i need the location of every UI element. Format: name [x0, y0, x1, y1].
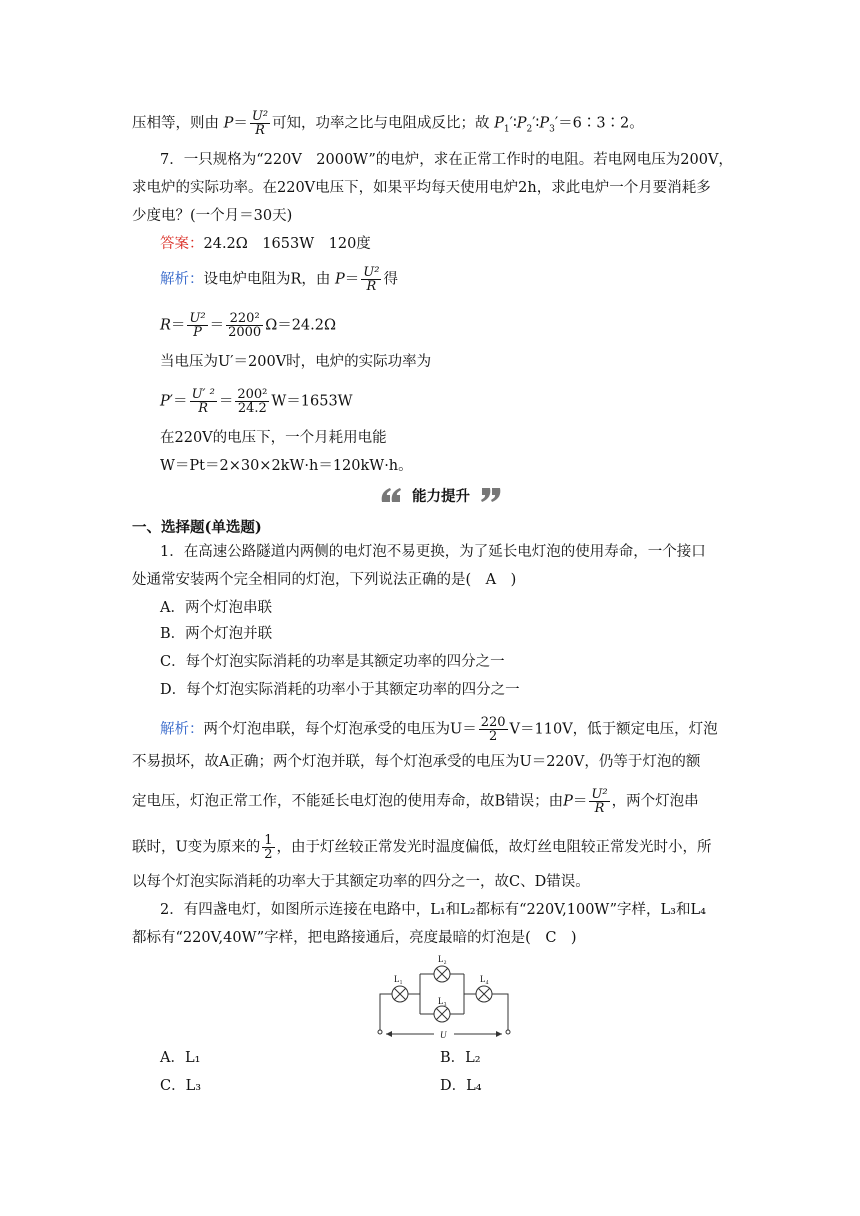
section-banner: [380, 482, 502, 508]
option-a: A．两个灯泡串联: [160, 600, 272, 616]
section-heading: 一、选择题(单选题): [132, 519, 262, 536]
question-7-line-1: 7．一只规格为“220V 2000W”的电炉，求在正常工作时的电阻。若电网电压为200V，: [160, 152, 733, 168]
analysis-line-1: 解析：设电炉电阻为R，由 P＝ $\frac{\text{U²}}{R}$ 得: [160, 265, 398, 294]
arrow-left-icon: [386, 1031, 392, 1037]
question-1-line-1: 1．在高速公路隧道内两侧的电灯泡不易更换，为了延长电灯泡的使用寿命，一个接口: [160, 544, 706, 560]
analysis-1-line-1: 解析：两个灯泡串联，每个灯泡承受的电压为U＝ $\frac{220}{2}$ V＝110V，低于额定电压，灯泡: [160, 715, 718, 744]
power-equation: P′＝ $\frac{\text{U′ ²}}{R}$ ＝ $\frac{\text{200²}}{24.2}$ W＝1653W: [160, 387, 353, 416]
q2-option-a: A．L₁: [160, 1050, 201, 1066]
option-d: D．每个灯泡实际消耗的功率小于其额定功率的四分之一: [160, 682, 520, 698]
question-2-line-1: 2．有四盏电灯，如图所示连接在电路中，L₁和L₂都标有“220V,100W”字样，L₃和L₄: [160, 902, 706, 918]
analysis-1-line-5: 以每个灯泡实际消耗的功率大于其额定功率的四分之一，故C、D错误。: [132, 874, 590, 890]
work-equation: W＝Pt＝2×30×2kW·h＝120kW·h。: [160, 458, 413, 474]
analysis-label: 解析：: [160, 271, 204, 288]
answer-line: 答案：24.2Ω 1653W 120度: [160, 236, 371, 252]
answer-label: 答案：: [160, 236, 204, 252]
open-quote-icon: [380, 486, 402, 504]
question-1-line-2: 处通常安装两个完全相同的灯泡，下列说法正确的是( A ): [132, 572, 517, 588]
question-2-line-2: 都标有“220V,40W”字样，把电路接通后，亮度最暗的灯泡是( C ): [132, 930, 577, 946]
q2-option-b: B．L₂: [440, 1050, 481, 1066]
label-l4: L₄: [480, 974, 489, 984]
circuit-diagram: [370, 952, 520, 1042]
analysis-1-line-3: 定电压，灯泡正常工作，不能延长电灯泡的使用寿命，故B错误；由P＝ $\frac{\text{U²}}{R}$ ，两个灯泡串: [132, 787, 699, 816]
label-u: U: [440, 1030, 447, 1040]
voltage-line: 当电压为U′＝200V时，电炉的实际功率为: [160, 354, 432, 370]
option-c: C．每个灯泡实际消耗的功率是其额定功率的四分之一: [160, 654, 505, 670]
analysis-1-line-2: 不易损坏，故A正确；两个灯泡并联，每个灯泡承受的电压为U＝220V，仍等于灯泡的额: [132, 754, 701, 770]
analysis-1-line-4: 联时，U变为原来的 $\frac{1}{2}$ ，由于灯丝较正常发光时温度偏低，故灯丝电阻较正常发光时小，所: [132, 833, 712, 862]
text-line: 压相等，则由 P＝ $\frac{\text{U²}}{R}$ 可知，功率之比与电阻成反比；故 $P_1'∶P_2'∶P_3'=6∶3∶2$。: [132, 109, 644, 138]
q2-option-c: C．L₃: [160, 1078, 202, 1094]
question-7-line-3: 少度电？(一个月＝30天): [132, 208, 293, 224]
label-l3: L₃: [438, 996, 447, 1006]
fraction: $\frac{\text{U²}}{R}$: [251, 109, 269, 138]
energy-line: 在220V的电压下，一个月耗用电能: [160, 430, 387, 446]
resistance-equation: R＝ $\frac{\text{U²}}{P}$ ＝ $\frac{\text{220²}}{2000}$ Ω＝24.2Ω: [160, 311, 337, 340]
arrow-right-icon: [496, 1031, 502, 1037]
banner-title: 能力提升: [412, 487, 470, 505]
label-l2: L₂: [438, 954, 447, 964]
question-7-line-2: 求电炉的实际功率。在220V电压下，如果平均每天使用电炉2h，求此电炉一个月要消耗多: [132, 180, 711, 196]
q2-option-d: D．L₄: [440, 1078, 482, 1094]
close-quote-icon: [480, 486, 502, 504]
label-l1: L₁: [394, 974, 403, 984]
option-b: B．两个灯泡并联: [160, 626, 273, 642]
